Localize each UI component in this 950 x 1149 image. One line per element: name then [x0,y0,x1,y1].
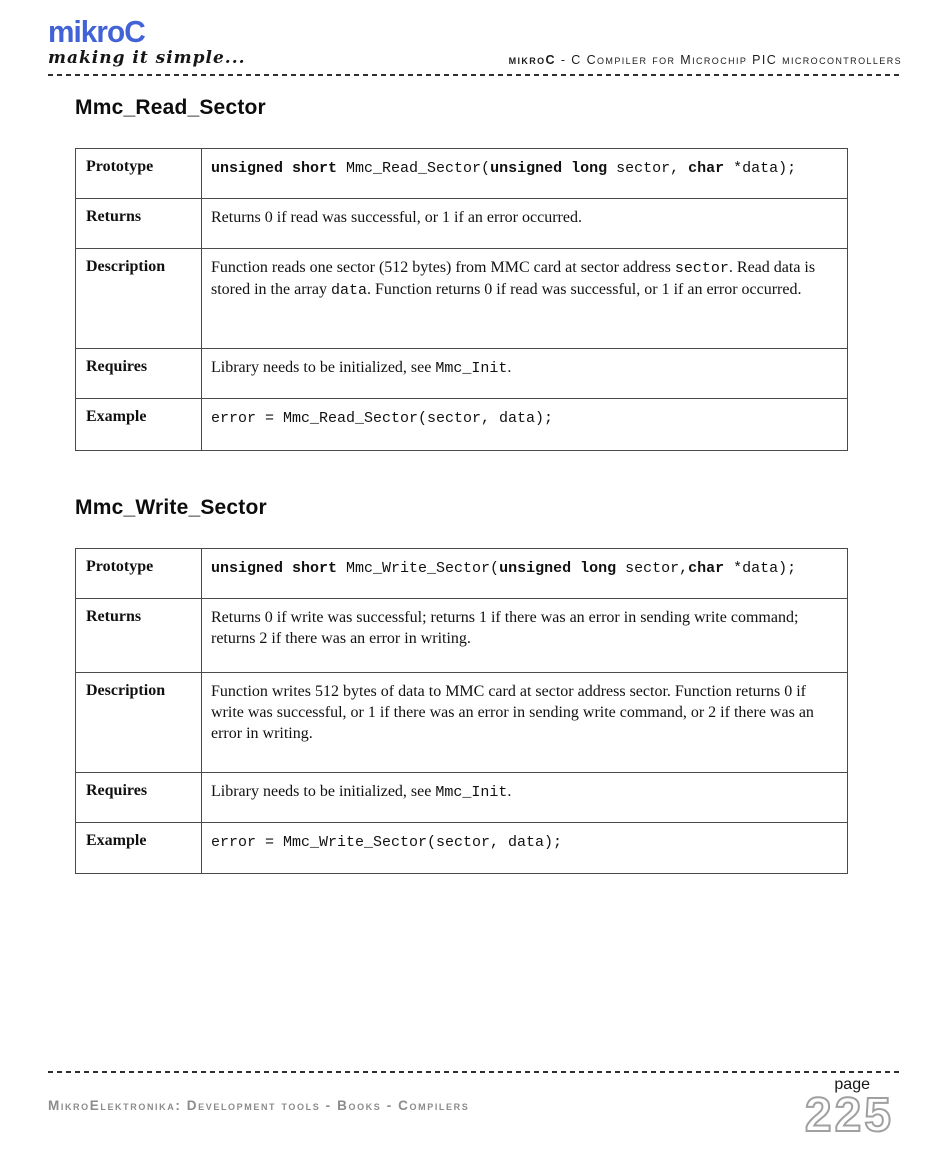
text-segment: unsigned short [211,160,338,177]
header-divider [48,74,902,76]
text-segment: *data); [724,560,797,577]
function-reference-table [75,548,848,874]
text-segment: . Function returns 0 if read was successful, or 1 if an error occurred. [366,281,802,298]
row-content [202,349,848,399]
row-content [202,549,848,599]
text-segment: unsigned long [490,160,608,177]
header-title-rest: - C Compiler for Microchip PIC microcontrollers [556,53,902,67]
table-row [76,823,848,874]
text-segment: char [688,560,725,577]
table-row [76,149,848,199]
table-row [76,673,848,773]
text-segment: sector, [616,560,689,577]
row-label: Requires [76,773,202,823]
row-label: Prototype [76,549,202,599]
table-row [76,349,848,399]
text-segment: . [507,359,512,376]
table-row [76,549,848,599]
text-segment: error = Mmc_Read_Sector(sector, data); [211,410,554,427]
text-segment: data [330,282,367,299]
row-label: Prototype [76,149,202,199]
text-segment: Returns 0 if write was successful; returns 1 if there was an error in sending write command; returns 2 if there was an error in writing. [211,609,799,647]
row-label: Example [76,823,202,874]
text-segment: sector [674,260,729,277]
text-segment: unsigned long [499,560,617,577]
header-title [509,53,902,67]
page-label: page [834,1076,870,1093]
logo-tagline: making it simple... [48,48,246,68]
row-label: Description [76,249,202,349]
header-title-brand: mikroC [508,53,556,67]
table-row [76,773,848,823]
footer-divider [48,1071,902,1073]
page-number: 225 [804,1089,894,1142]
text-segment: unsigned short [211,560,338,577]
mikroc-logo: mikroC [48,14,145,49]
row-label: Description [76,673,202,773]
row-content [202,249,848,349]
text-segment: Returns 0 if read was successful, or 1 if an error occurred. [211,209,582,226]
text-segment: Mmc_Init [435,784,508,801]
function-reference-table [75,148,848,451]
row-content [202,599,848,673]
row-label: Returns [76,199,202,249]
text-segment: Function reads one sector (512 bytes) from MMC card at sector address [211,259,675,276]
row-content [202,773,848,823]
row-content [202,199,848,249]
text-segment: . Read data is stored in the array [211,259,816,298]
text-segment: . [507,783,512,800]
row-content [202,673,848,773]
text-segment: *data); [724,160,797,177]
text-segment: char [688,160,725,177]
table-row [76,399,848,451]
section-title: Mmc_Read_Sector [75,96,266,119]
row-label: Returns [76,599,202,673]
text-segment: Library needs to be initialized, see [211,359,436,376]
text-segment: Mmc_Write_Sector( [337,560,500,577]
text-segment: Function writes 512 bytes of data to MMC card at sector address sector. Function returns 0 if write was successful, or 1 if there was an error in sending write command, or 2 if there was an error in writing. [211,683,814,742]
text-segment: sector, [607,160,689,177]
row-label: Requires [76,349,202,399]
table-row [76,599,848,673]
section-title: Mmc_Write_Sector [75,496,267,519]
row-label: Example [76,399,202,451]
text-segment: Mmc_Read_Sector( [337,160,491,177]
footer-publisher-text: MikroElektronika: Development tools - Books - Compilers [48,1098,470,1113]
table-row [76,199,848,249]
row-content [202,823,848,874]
table-row [76,249,848,349]
text-segment: error = Mmc_Write_Sector(sector, data); [211,834,563,851]
row-content [202,149,848,199]
row-content [202,399,848,451]
text-segment: Mmc_Init [435,360,508,377]
text-segment: Library needs to be initialized, see [211,783,436,800]
